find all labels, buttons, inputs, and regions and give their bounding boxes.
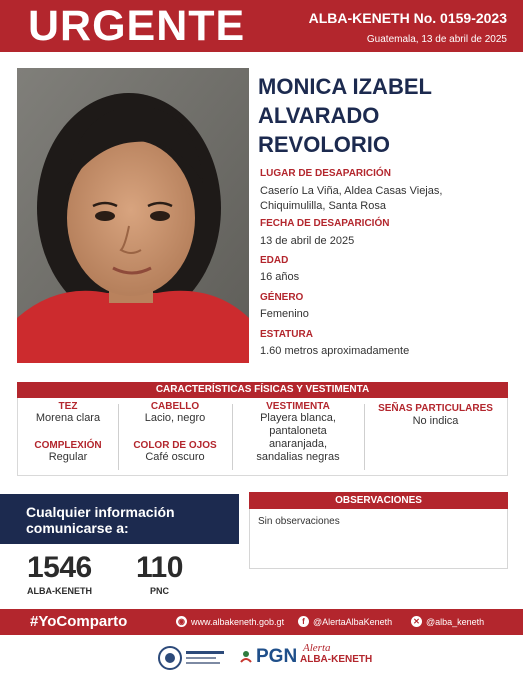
urgent-title: URGENTE [28,2,246,50]
contact-line-1: Cualquier información [26,504,175,520]
globe-icon: ◉ [176,616,187,627]
senas-label: SEÑAS PARTICULARES [378,403,493,414]
tez-label: TEZ [58,401,78,412]
characteristics-title: CARACTERÍSTICAS FÍSICAS Y VESTIMENTA [17,382,508,398]
person-name [258,72,508,159]
phone-alba-keneth[interactable]: 1546 [27,551,92,584]
observaciones-box [249,509,508,569]
contact-banner [0,494,239,544]
vestimenta-column [232,401,364,464]
ojos-label: COLOR DE OJOS [133,440,217,451]
name-line-2: ALVARADO [258,103,380,128]
lugar-value-2: Chiquimulilla, Santa Rosa [260,200,386,212]
fecha-label: FECHA DE DESAPARICIÓN [260,218,390,229]
name-line-1: MONICA IZABEL [258,74,432,99]
x-icon: ✕ [411,616,422,627]
complexion-value: Regular [48,451,88,463]
facebook-icon: f [298,616,309,627]
missing-person-photo [17,68,249,363]
alerta-logo-text: Alerta [303,642,331,654]
phone-alba-keneth-label: ALBA-KENETH [27,586,92,596]
alba-keneth-logo-text: ALBA-KENETH [300,654,373,665]
pgn-logo-text: PGN [256,646,298,667]
ojos-value: Café oscuro [145,451,205,463]
logos-row [0,640,523,679]
pgn-logo-icon [241,651,251,662]
estatura-label: ESTATURA [260,329,313,340]
phone-pnc-label: PNC [150,586,170,596]
portrait-image [17,68,249,363]
twitter-link[interactable] [411,616,484,627]
government-emblem-icon [159,647,224,669]
hashtag: #YoComparto [30,613,128,630]
lugar-value-1: Caserío La Viña, Aldea Casas Viejas, [260,185,443,197]
contact-line-2: comunicarse a: [26,520,129,536]
name-line-3: REVOLORIO [258,132,391,157]
vestimenta-line-4: sandalias negras [256,451,340,463]
website-link[interactable] [176,616,284,627]
phone-pnc[interactable]: 110 [136,551,183,584]
cabello-label: CABELLO [150,401,200,412]
complexion-label: COMPLEXIÓN [34,440,102,451]
tez-value: Morena clara [35,412,101,424]
fecha-value: 13 de abril de 2025 [260,235,355,247]
cabello-column [118,401,232,464]
estatura-value: 1.60 metros aproximadamente [260,345,410,357]
lugar-label: LUGAR DE DESAPARICIÓN [260,168,391,179]
vestimenta-line-2: pantaloneta [269,425,327,437]
facebook-text: @AlertaAlbaKeneth [313,616,393,627]
facebook-link[interactable] [298,616,392,627]
alert-id: ALBA-KENETH No. 0159-2023 [308,10,507,26]
genero-label: GÉNERO [260,292,304,303]
vestimenta-label: VESTIMENTA [266,401,330,412]
senas-value: No indica [412,415,459,427]
cabello-value: Lacio, negro [144,412,206,424]
footer-bar [0,609,523,635]
senas-column [364,401,507,428]
edad-value: 16 años [260,271,300,283]
observaciones-title: OBSERVACIONES [249,492,508,509]
website-text: www.albakeneth.gob.gt [191,616,285,627]
characteristics-box [17,398,508,476]
alert-date: Guatemala, 13 de abril de 2025 [366,34,507,45]
genero-value: Femenino [260,308,309,320]
tez-column [18,401,118,464]
twitter-text: @alba_keneth [426,616,485,627]
header-bar [0,0,523,52]
observaciones-text: Sin observaciones [258,516,340,527]
edad-label: EDAD [260,255,289,266]
vestimenta-line-1: Playera blanca, [260,412,336,424]
vestimenta-line-3: anaranjada, [268,438,328,450]
